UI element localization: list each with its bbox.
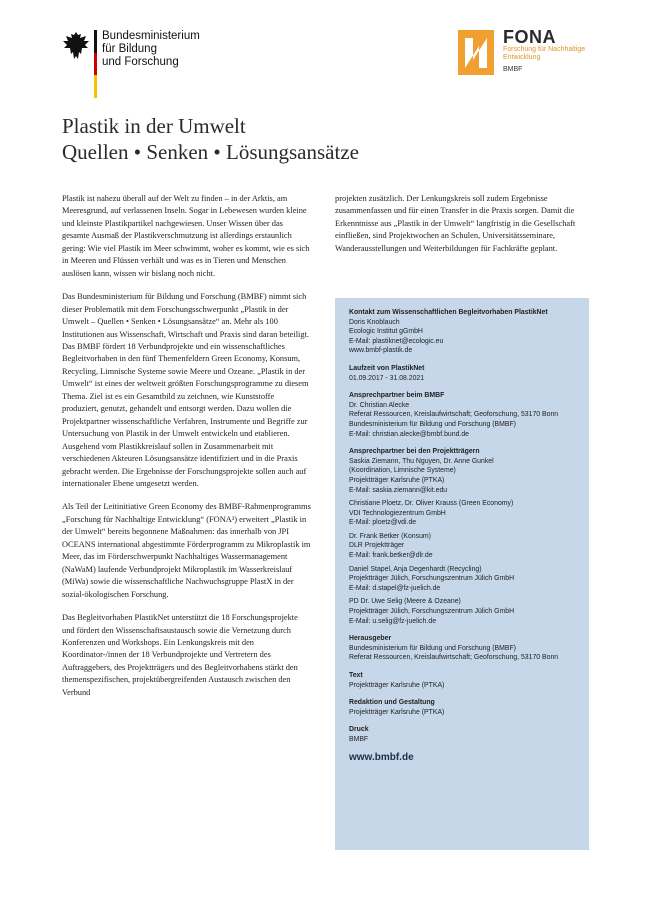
pt-contact-group [349, 457, 583, 495]
pt-contact-group [349, 532, 583, 561]
editing-section [349, 698, 583, 717]
contact-email[interactable]: E-Mail: plastiknet@ecologic.eu [349, 337, 444, 345]
bmbf-website-link[interactable]: www.bmbf.de [349, 751, 414, 763]
contact-website-link[interactable]: www.bmbf-plastik.de [349, 347, 413, 355]
pt-contact-email[interactable]: E-Mail: frank.betker@dlr.de [349, 552, 433, 560]
editing-line: Projektträger Karlsruhe (PTKA) [349, 708, 445, 716]
body-paragraph: Das Begleitvorhaben PlastikNet unterstützt die 18 Forschungsprojekte und fördert den Wissenschaftsaustausch sowie die Vernetzung durch Konferenzen und Workshops. Ein Lenkungskreis mit den Koordinator-/innen der 18 Verbundprojekte und Vertretern des Auftraggebers, des Projektträgers und des Begleitvorhabens stärkt den themenspezifischen, projektübergreifenden Austausch zwischen den Verbund [62, 613, 298, 697]
print-section [349, 725, 583, 744]
body-paragraph: projekten zusätzlich. Der Lenkungskreis soll zudem Ergebnisse zusammenfassen und für einen Transfer in die Praxis sorgen. Damit die Erkenntnisse aus „Plastik in der Umwelt“ langfristig in die Gesellschaft einfließen, sind Projektwochen an Schulen, Universitätsseminare, Wanderausstellungen und Weiterbildungen für Fachkräfte geplant. [335, 194, 576, 253]
pt-contacts-section [349, 447, 583, 626]
pt-contact-email[interactable]: E-Mail: ploetz@vdi.de [349, 519, 417, 527]
german-flag-stripe [94, 30, 97, 98]
contact-heading: Kontakt zum Wissenschaftlichen Begleitvorhaben PlastikNet [349, 309, 548, 316]
bmbf-contact-department: Referat Ressourcen, Kreislaufwirtschaft; Geoforschung, 53170 Bonn [349, 411, 559, 419]
pt-contact-line: Dr. Frank Betker (Konsum) [349, 532, 431, 540]
pt-contact-line: VDI Technologiezentrum GmbH [349, 509, 446, 517]
pt-contact-group [349, 499, 583, 528]
pt-contact-line: (Koordination, Limnische Systeme) [349, 467, 456, 475]
bmbf-logo [62, 30, 202, 100]
publisher-line: Bundesministerium für Bildung und Forschung (BMBF) [349, 644, 516, 652]
pt-contact-line: Daniel Stapel, Anja Degenhardt (Recycling) [349, 565, 482, 573]
pt-contact-line: Projektträger Jülich, Forschungszentrum Jülich GmbH [349, 575, 515, 583]
info-box [335, 298, 589, 850]
page-subtitle: Quellen • Senken • Lösungsansätze [62, 140, 359, 164]
bmbf-contact-name: Dr. Christian Alecke [349, 401, 410, 409]
pt-contact-line: PD Dr. Uwe Selig (Meere & Ozeane) [349, 598, 461, 606]
contact-section [349, 308, 583, 356]
fona-subtitle: Forschung für Nachhaltige Entwicklung [503, 46, 586, 61]
federal-eagle-icon [62, 30, 90, 62]
bmbf-name [102, 30, 200, 69]
pt-contact-line: Saskia Ziemann, Thu Nguyen, Dr. Anne Gunkel [349, 457, 494, 465]
right-column [335, 193, 589, 266]
fona-logo [458, 27, 598, 78]
left-column [62, 193, 312, 710]
pt-contact-email[interactable]: E-Mail: u.selig@fz-juelich.de [349, 617, 437, 625]
print-heading: Druck [349, 726, 369, 734]
pt-contact-group [349, 565, 583, 594]
text-credit-line: Projektträger Karlsruhe (PTKA) [349, 681, 445, 689]
pt-contact-email[interactable]: E-Mail: saskia.ziemann@kit.edu [349, 486, 448, 494]
bmbf-name-line: für Bildung [102, 43, 157, 55]
publisher-line: Referat Ressourcen, Kreislaufwirtschaft; Geoforschung, 53170 Bonn [349, 654, 559, 662]
runtime-heading: Laufzeit von PlastikNet [349, 364, 425, 372]
pt-contact-line: Projektträger Karlsruhe (PTKA) [349, 476, 445, 484]
body-paragraph: Als Teil der Leitinitiative Green Economy des BMBF-Rahmenprogramms „Forschung für Nachhaltige Entwicklung“ (FONA³) erweitert „Plastik in der Umwelt“ bereits begonnene Maßnahmen: das innerhalb von JPI OCEANS international abgestimmte Förderprogramm zu Mikroplastik im Meer, das im Förderschwerpunkt Nachhaltiges Wassermanagement (NaWaM) laufende Verbundprojekt Mikroplastik im Wasserkreislauf (MiWa) sowie die wissenschaftliche Nachwuchsgruppe PlastX in der sozial-ökologischen Forschung. [62, 502, 311, 599]
publisher-section [349, 634, 583, 663]
bmbf-contact-section [349, 391, 583, 439]
body-paragraph: Das Bundesministerium für Bildung und Forschung (BMBF) nimmt sich dieser Problematik mit dem Forschungsschwerpunkt „Plastik in der Umwelt – Quellen • Senken • Lösungsansätze“ an. Mehr als 100 Institutionen aus Wissenschaft, Wirtschaft und Praxis sind daran beteiligt. Das BMBF fördert 18 Verbundprojekte und ein wissenschaftliches Begleitvorhaben in den fünf Themenfeldern Green Economy, Konsum, Recycling, Limnische Systeme sowie Meere und Ozeane. „Plastik in der Umwelt“ ist eines der weltweit größten Forschungsprogramme zu diesem Thema. Ziel ist es ein Gesamtbild zu zeichnen, wie Kunststoffe produziert, genutzt, gehandelt und entsorgt werden. Dazu wollen die Projektpartner wissenschaftliche Verfahren, Instrumente und Begriffe zur Untersuchung von Plastik in der Umwelt entwickeln und etablieren. Ausgehend vom Plastikkreislauf sollen in Zusammenarbeit mit verschiedenen Akteuren Lösungsansätze identifiziert und in die Praxis gebracht werden. Die Ergebnisse der Forschungsprojekte sollen auch auf internationaler Ebene umgesetzt werden. [62, 292, 309, 488]
info-box-content [349, 308, 583, 762]
runtime-dates: 01.09.2017 - 31.08.2021 [349, 374, 425, 382]
pt-contact-line: Christiane Ploetz, Dr. Oliver Krauss (Green Economy) [349, 500, 514, 508]
print-line: BMBF [349, 735, 369, 743]
bmbf-contact-org: Bundesministerium für Bildung und Forschung (BMBF) [349, 420, 516, 428]
page-title: Plastik in der Umwelt [62, 114, 246, 138]
contact-org: Ecologic Institut gGmbH [349, 328, 423, 336]
text-credit-heading: Text [349, 672, 363, 679]
fona-bmbf-label: BMBF [503, 66, 523, 73]
pt-contact-email[interactable]: E-Mail: d.stapel@fz-juelich.de [349, 584, 441, 592]
bmbf-contact-heading: Ansprechpartner beim BMBF [349, 392, 445, 400]
text-credit-section [349, 671, 583, 690]
pt-contact-line: Projektträger Jülich, Forschungszentrum Jülich GmbH [349, 608, 515, 616]
editing-heading: Redaktion und Gestaltung [349, 699, 435, 707]
pt-contact-line: DLR Projektträger [349, 542, 405, 550]
bmbf-name-line: Bundesministerium [102, 30, 200, 42]
pt-contacts-heading: Ansprechpartner bei den Projektträgern [349, 448, 480, 456]
publisher-heading: Herausgeber [349, 635, 392, 643]
fona-title: FONA [503, 27, 556, 47]
fona-mark-icon [458, 30, 494, 75]
body-paragraph: Plastik ist nahezu überall auf der Welt zu finden – in der Arktis, am Meeresgrund, auf verlassenen Inseln. Sogar in Lebewesen wurden kleine und kleinste Plastikpartikel nachgewiesen. Unser Wissen über das gesamte Ausmaß der Plastikverschmutzung ist allerdings erstaunlich gering: Wie viel Plastik im Meer schwimmt, woher es kommt, wie es sich in Meeren und Flüssen verhält und was es in Tieren und Menschen auslösen kann, wissen wir bislang noch nicht. [62, 194, 310, 278]
pt-contact-group [349, 597, 583, 626]
runtime-section [349, 364, 583, 383]
bmbf-contact-email[interactable]: E-Mail: christian.alecke@bmbf.bund.de [349, 430, 469, 438]
contact-name: Doris Knoblauch [349, 318, 400, 326]
bmbf-name-line: und Forschung [102, 56, 179, 68]
